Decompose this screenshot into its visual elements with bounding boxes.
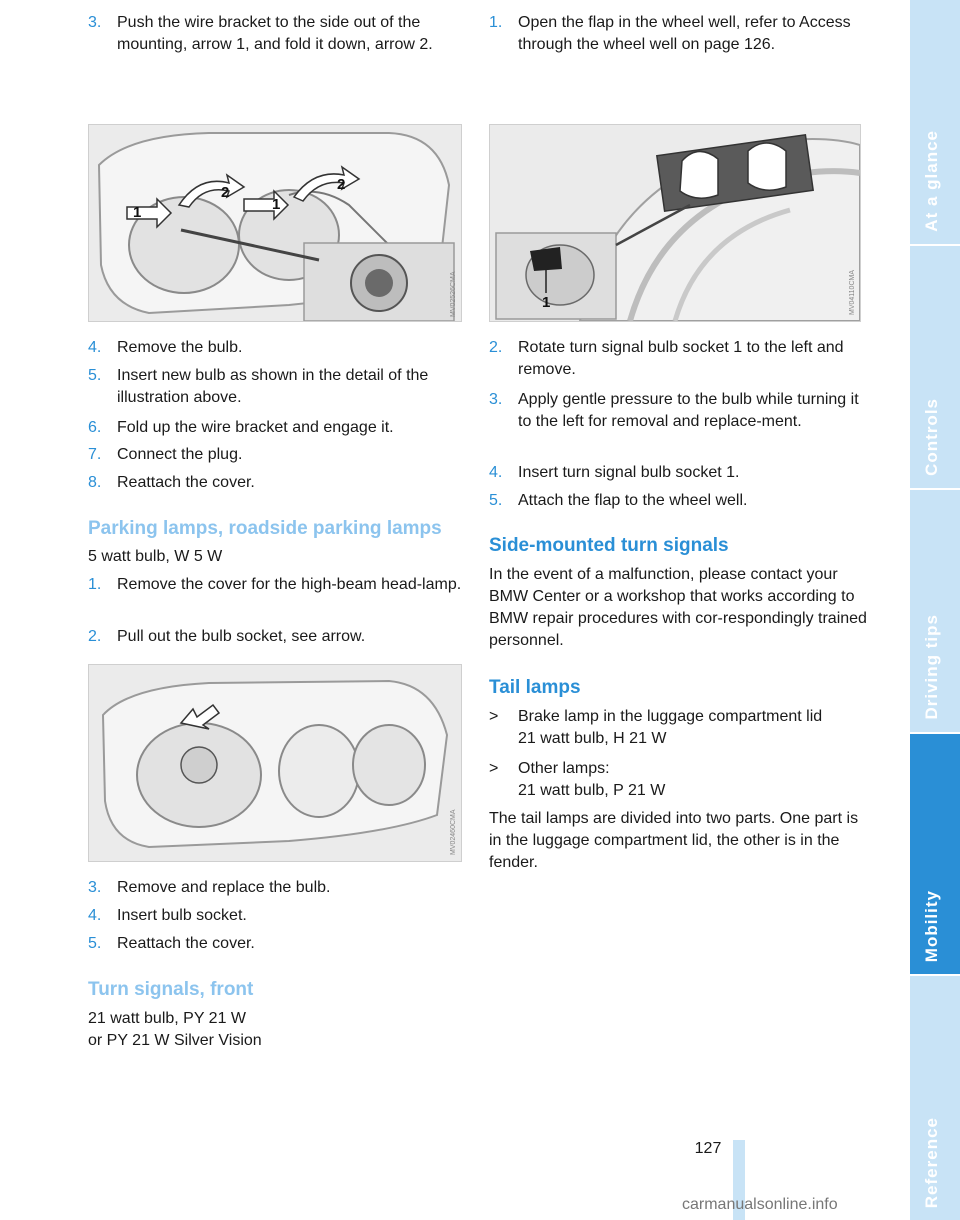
chapter-sidebar (910, 0, 960, 1220)
step-number: 3. (489, 391, 503, 408)
bullet-marker: > (489, 760, 499, 777)
step-number: 4. (88, 339, 102, 356)
sidebar-tab-mobility[interactable] (910, 734, 960, 976)
bullet-text: Other lamps: (518, 760, 610, 777)
step-text: Remove the bulb. (117, 339, 243, 356)
figure-headlamp-wire-bracket (88, 124, 462, 322)
heading-parking-lamps: Parking lamps, roadside parking lamps (88, 518, 442, 539)
step-number: 5. (88, 367, 102, 384)
step-text: Remove and replace the bulb. (117, 879, 331, 896)
figure-wheel-well-flap (489, 124, 861, 322)
step-number: 2. (88, 628, 102, 645)
tail-lamps-text: The tail lamps are divided into two parts. One part is in the luggage compartment lid, the other is in the fender. (489, 810, 859, 871)
step-6 (88, 417, 464, 439)
sidebar-tab-label: At a glance (922, 130, 941, 232)
step-number: 3. (88, 14, 102, 31)
turn-bulb-spec: 21 watt bulb, PY 21 W (88, 1010, 247, 1027)
tail-bullet-other-lamps (489, 758, 867, 802)
step-number: 8. (88, 474, 102, 491)
step-text: Reattach the cover. (117, 474, 255, 491)
step-number: 6. (88, 419, 102, 436)
sidebar-tab-label: Reference (922, 1116, 941, 1208)
figure-code: MV02460CMA (450, 809, 457, 855)
step-text: Remove the cover for the high-beam head-lamp. (117, 576, 462, 593)
step-text: Reattach the cover. (117, 935, 255, 952)
step-number: 4. (88, 907, 102, 924)
step-text: Open the flap in the wheel well, refer to Access through the wheel well on page 126. (518, 14, 851, 53)
watermark: carmanualsonline.info (682, 1196, 838, 1213)
step-8 (88, 472, 464, 494)
sidebar-tab-controls[interactable] (910, 246, 960, 490)
figure-label: 2 (221, 184, 230, 201)
step-text: Apply gentle pressure to the bulb while turning it to the left for removal and replace-ment. (518, 391, 859, 430)
step-number: 5. (88, 935, 102, 952)
parking-step-4 (88, 905, 464, 927)
step-number: 1. (489, 14, 503, 31)
heading-turn-signals-front: Turn signals, front (88, 979, 254, 1000)
figure-label: 2 (337, 176, 346, 193)
step-number: 5. (489, 492, 503, 509)
step-number: 3. (88, 879, 102, 896)
bullet-marker: > (489, 708, 499, 725)
step-number: 4. (489, 464, 503, 481)
step-text: Connect the plug. (117, 446, 243, 463)
step-text: Push the wire bracket to the side out of the mounting, arrow 1, and fold it down, arrow 2. (117, 14, 433, 53)
figure-code: MV04110CMA (849, 269, 856, 315)
sidebar-tab-driving-tips[interactable] (910, 490, 960, 734)
step-text: Insert turn signal bulb socket 1. (518, 464, 740, 481)
parking-step-5 (88, 933, 464, 955)
turn-bulb-spec-alt: or PY 21 W Silver Vision (88, 1032, 262, 1049)
step-text: Rotate turn signal bulb socket 1 to the left and remove. (518, 339, 844, 378)
step-number: 1. (88, 576, 102, 593)
bullet-subtext: 21 watt bulb, H 21 W (518, 730, 667, 747)
heading-tail-lamps: Tail lamps (489, 677, 581, 698)
side-turn-signals-text: In the event of a malfunction, please contact your BMW Center or a workshop that works according to BMW repair procedures with cor-respondingly trained personnel. (489, 566, 867, 649)
figure-label: 1 (542, 294, 551, 311)
step-text: Insert bulb socket. (117, 907, 247, 924)
tail-bullet-brake-lamp (489, 706, 867, 750)
figure-label: 1 (133, 204, 142, 221)
parking-step-1 (88, 574, 464, 596)
step-text: Insert new bulb as shown in the detail of the illustration above. (117, 367, 429, 406)
step-3-apply-pressure (489, 389, 867, 433)
figure-headlamp-bulb-socket (88, 664, 462, 862)
parking-step-3 (88, 877, 464, 899)
step-2-rotate-socket (489, 337, 867, 381)
figure-label: 1 (272, 196, 281, 213)
step-3-wire-bracket (88, 12, 464, 56)
step-7 (88, 444, 464, 466)
bullet-text: Brake lamp in the luggage compartment lid (518, 708, 823, 725)
parking-bulb-spec: 5 watt bulb, W 5 W (88, 548, 223, 565)
page-number: 127 (694, 1140, 722, 1157)
step-text: Pull out the bulb socket, see arrow. (117, 628, 366, 645)
sidebar-tab-label: Controls (922, 398, 941, 476)
sidebar-tab-reference[interactable] (910, 976, 960, 1220)
step-5-attach-flap (489, 490, 867, 512)
step-4 (88, 337, 464, 359)
step-number: 2. (489, 339, 503, 356)
step-text: Attach the flap to the wheel well. (518, 492, 748, 509)
parking-step-2 (88, 626, 464, 648)
step-5 (88, 365, 464, 409)
sidebar-tab-label: Driving tips (922, 614, 941, 720)
bullet-subtext: 21 watt bulb, P 21 W (518, 782, 666, 799)
figure-code: MV02526CMA (450, 271, 457, 317)
step-number: 7. (88, 446, 102, 463)
step-1-open-flap (489, 12, 867, 56)
sidebar-tab-label: Mobility (922, 889, 941, 962)
step-4-insert-socket (489, 462, 867, 484)
step-text: Fold up the wire bracket and engage it. (117, 419, 394, 436)
sidebar-tab-at-a-glance[interactable] (910, 0, 960, 246)
heading-side-mounted-turn-signals: Side-mounted turn signals (489, 535, 729, 556)
